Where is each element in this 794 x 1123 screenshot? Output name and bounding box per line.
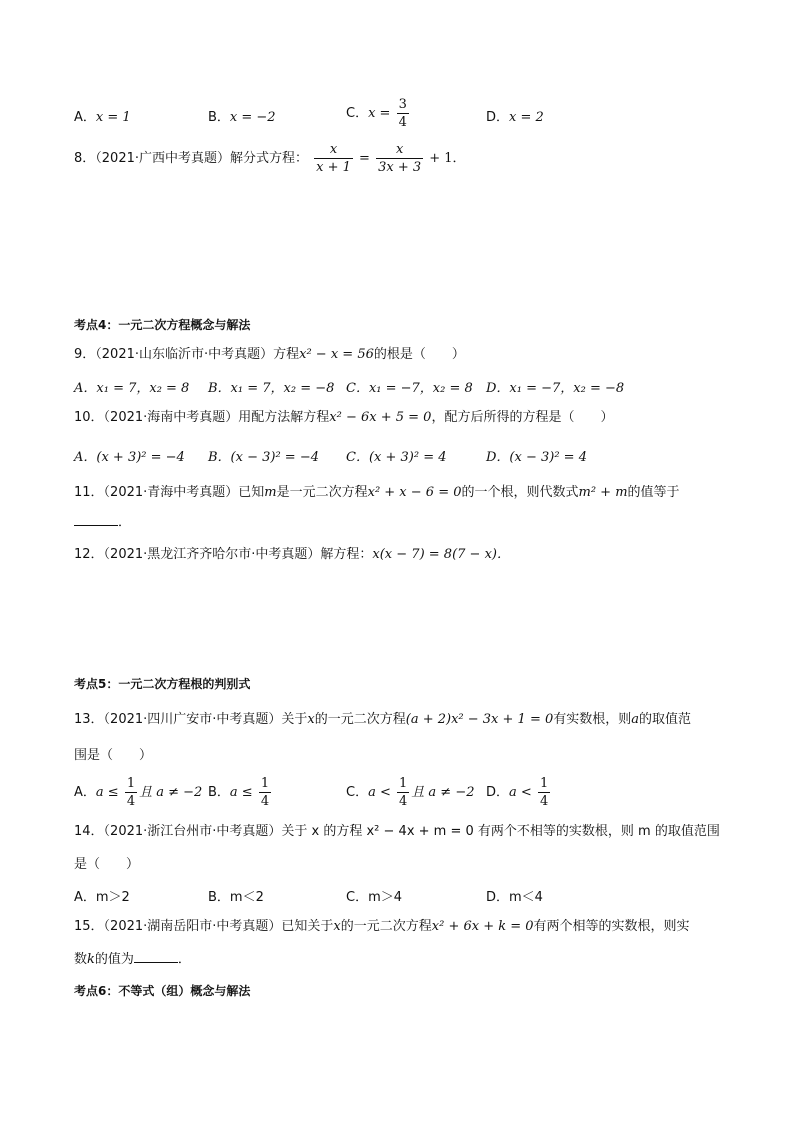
answer-blank	[74, 513, 118, 526]
q10-option-c: C．(x + 3)² = 4	[346, 450, 447, 465]
section-heading-4: 考点4：一元二次方程概念与解法	[74, 318, 251, 332]
q10-option-b: B．(x − 3)² = −4	[208, 450, 319, 465]
question-13-line-2: 围是（ ）	[74, 748, 153, 763]
q7-option-b: B．x = −2	[208, 110, 276, 125]
q13-option-d: D．a < $\frac{1}{4}$	[486, 776, 549, 809]
question-10: 10．（2021·海南中考真题）用配方法解方程x² − 6x + 5 = 0，配方后所得的方程是（ ）	[74, 410, 614, 425]
answer-blank	[134, 950, 178, 963]
q14-option-c: C．m＞4	[346, 890, 403, 905]
question-11-line-2: ．	[74, 513, 131, 532]
fraction: $\frac{1}{4}$	[126, 776, 136, 809]
q10-option-d: D．(x − 3)² = 4	[486, 450, 587, 465]
question-15-line-2: 数k的值为 ．	[74, 952, 191, 967]
question-9: 9．（2021·山东临沂市·中考真题）方程x² − x = 56的根是（ ）	[74, 347, 465, 362]
q9-option-b: B．x₁ = 7，x₂ = −8	[208, 381, 335, 396]
fraction: $\frac{1}{4}$	[399, 776, 408, 809]
q9-option-c: C．x₁ = −7，x₂ = 8	[346, 381, 473, 396]
q13-option-b: B．a ≤ $\frac{1}{4}$	[208, 776, 270, 809]
q7-option-a: A．x = 1	[74, 110, 131, 125]
fraction: $\frac{3}{4}$	[398, 97, 407, 130]
question-15: 15．（2021·湖南岳阳市·中考真题）已知关于x的一元二次方程x² + 6x + k = 0有两个相等的实数根，则实	[74, 919, 690, 934]
question-13: 13．（2021·四川广安市·中考真题）关于x的一元二次方程(a + 2)x² − 3x + 1 = 0有实数根，则a的取值范	[74, 712, 692, 727]
section-heading-6: 考点6：不等式（组）概念与解法	[74, 984, 251, 998]
q14-option-b: B．m＜2	[208, 890, 264, 905]
question-8: 8．（2021·广西中考真题）解分式方程： $\frac{x}{x + 1}$ = $\frac{x}{3x + 3}$ + 1．	[74, 142, 466, 175]
question-12: 12．（2021·黑龙江齐齐哈尔市·中考真题）解方程：x(x − 7) = 8(7 − x)．	[74, 547, 510, 562]
fraction: $\frac{x}{3x + 3}$	[378, 142, 422, 175]
question-14-line-2: 是（ ）	[74, 857, 140, 872]
q14-option-d: D．m＜4	[486, 890, 543, 905]
q10-option-a: A．(x + 3)² = −4	[74, 450, 185, 465]
section-heading-5: 考点5：一元二次方程根的判别式	[74, 677, 251, 691]
q9-option-d: D．x₁ = −7，x₂ = −8	[486, 381, 625, 396]
question-11: 11．（2021·青海中考真题）已知m是一元二次方程x² + x − 6 = 0的一个根，则代数式m² + m的值等于	[74, 485, 680, 500]
q14-option-a: A．m＞2	[74, 890, 130, 905]
q9-option-a: A．x₁ = 7，x₂ = 8	[74, 381, 190, 396]
fraction: $\frac{1}{4}$	[260, 776, 270, 809]
q7-option-c: C．x = $\frac{3}{4}$	[346, 97, 407, 130]
q7-option-d: D．x = 2	[486, 110, 544, 125]
fraction: $\frac{1}{4}$	[539, 776, 549, 809]
q13-option-c: C．a < $\frac{1}{4}$ 且 a ≠ −2	[346, 776, 475, 809]
fraction: $\frac{x}{x + 1}$	[316, 142, 351, 175]
q13-option-a: A．a ≤ $\frac{1}{4}$ 且 a ≠ −2	[74, 776, 203, 809]
question-14: 14．（2021·浙江台州市·中考真题）关于 x 的方程 x² − 4x + m = 0 有两个不相等的实数根，则 m 的取值范围	[74, 824, 720, 839]
